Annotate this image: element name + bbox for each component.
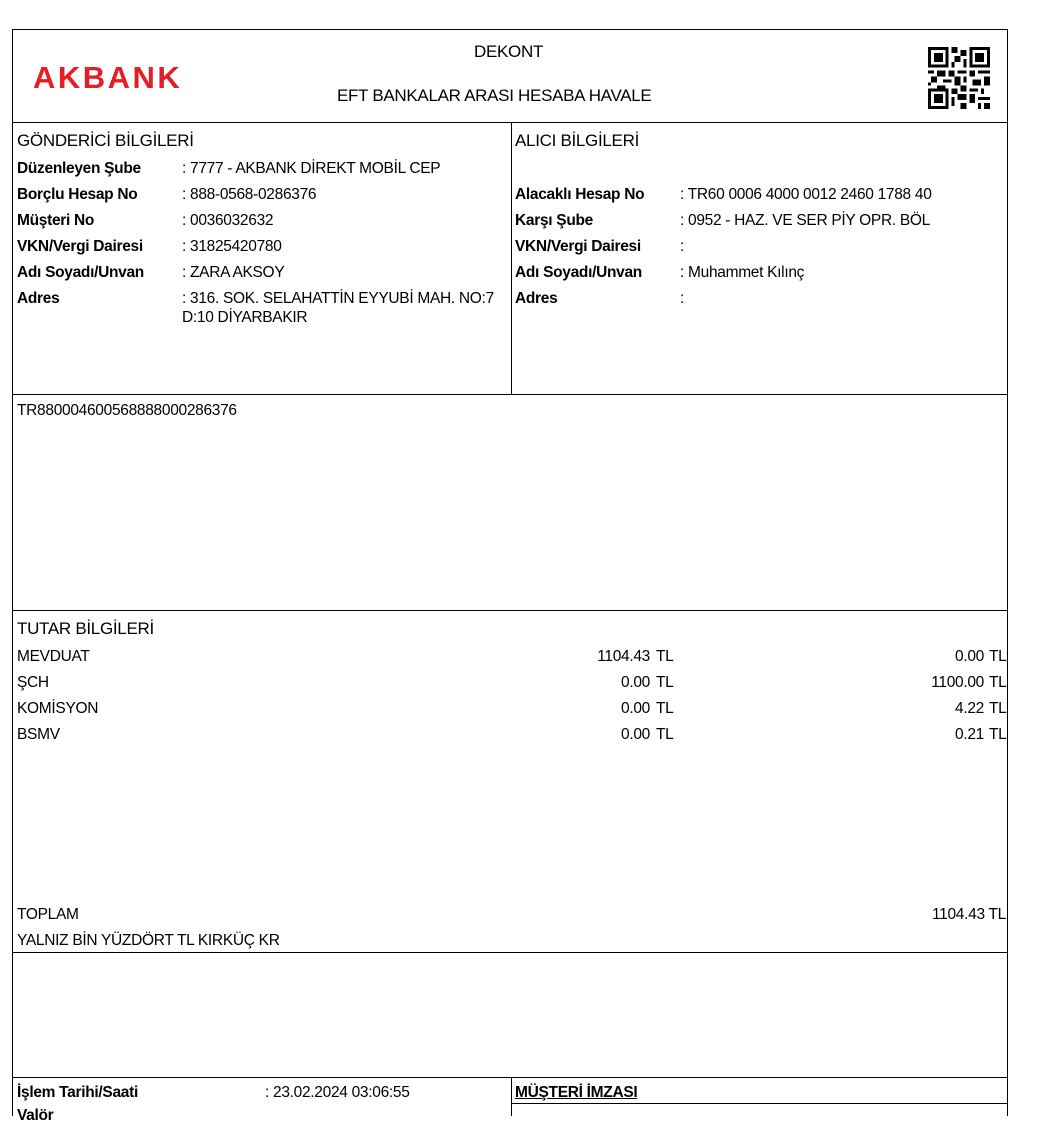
receiver-value-tax: : xyxy=(680,238,685,255)
amount-row-label: ŞCH xyxy=(17,674,49,691)
amount-col1-currency: TL xyxy=(656,648,674,665)
amount-in-words: YALNIZ BİN YÜZDÖRT TL KIRKÜÇ KR xyxy=(17,932,280,949)
amount-row-label: MEVDUAT xyxy=(17,648,90,665)
receiver-label-branch: Karşı Şube xyxy=(515,212,593,229)
amount-col1-currency: TL xyxy=(656,700,674,717)
amount-col2-value: 0.21 xyxy=(955,726,984,743)
amount-col2-value: 0.00 xyxy=(955,648,984,665)
document-title: DEKONT xyxy=(474,42,544,61)
receiver-value-account: : TR60 0006 4000 0012 2460 1788 40 xyxy=(680,186,932,203)
receiver-section-title: ALICI BİLGİLERİ xyxy=(515,131,639,150)
amount-col2-value: 4.22 xyxy=(955,700,984,717)
akbank-logo: AKBANK xyxy=(33,60,183,95)
divider-header xyxy=(12,122,1008,123)
amount-col2-currency: TL xyxy=(989,674,1007,691)
document-subtitle: EFT BANKALAR ARASI HESABA HAVALE xyxy=(337,86,652,105)
divider-footer xyxy=(12,1077,1008,1078)
amount-col1-value: 0.00 xyxy=(621,674,650,691)
amount-col2-currency: TL xyxy=(989,726,1007,743)
sender-value-address: : 316. SOK. SELAHATTİN EYYUBİ MAH. NO:7 xyxy=(182,290,494,307)
divider-parties xyxy=(12,394,1008,395)
sender-value-name: : ZARA AKSOY xyxy=(182,264,285,281)
sender-label-account: Borçlu Hesap No xyxy=(17,186,138,203)
total-value: 1104.43 TL xyxy=(932,906,1006,923)
amount-col1-value: 0.00 xyxy=(621,700,650,717)
sender-label-address: Adres xyxy=(17,290,60,307)
sender-value-account: : 888-0568-0286376 xyxy=(182,186,317,203)
signature-title: MÜŞTERİ İMZASI xyxy=(515,1084,638,1101)
sender-value-branch: : 7777 - AKBANK DİREKT MOBİL CEP xyxy=(182,160,441,177)
transaction-date-value: : 23.02.2024 03:06:55 xyxy=(265,1084,410,1101)
transaction-date-label: İşlem Tarihi/Saati xyxy=(17,1084,138,1101)
receiver-value-name: : Muhammet Kılınç xyxy=(680,264,805,281)
sender-section-title: GÖNDERİCİ BİLGİLERİ xyxy=(17,131,194,150)
sender-value-address-line2: D:10 DİYARBAKIR xyxy=(182,309,308,326)
amount-row-label: KOMİSYON xyxy=(17,700,99,717)
description-iban: TR880004600568888000286376 xyxy=(17,402,237,419)
divider-date-signature xyxy=(511,1077,512,1116)
receiver-label-tax: VKN/Vergi Dairesi xyxy=(515,238,641,255)
divider-description xyxy=(12,610,1008,611)
sender-value-customer-no: : 0036032632 xyxy=(182,212,274,229)
amount-col2-currency: TL xyxy=(989,700,1007,717)
amount-col1-value: 0.00 xyxy=(621,726,650,743)
receiver-label-account: Alacaklı Hesap No xyxy=(515,186,645,203)
amount-col1-currency: TL xyxy=(656,674,674,691)
amount-col1-value: 1104.43 xyxy=(597,648,650,665)
amount-col1-currency: TL xyxy=(656,726,674,743)
amounts-section-title: TUTAR BİLGİLERİ xyxy=(17,619,154,638)
total-label: TOPLAM xyxy=(17,906,79,923)
sender-label-name: Adı Soyadı/Unvan xyxy=(17,264,144,281)
qr-code-icon xyxy=(928,47,990,109)
sender-label-branch: Düzenleyen Şube xyxy=(17,160,141,177)
divider-signature xyxy=(511,1103,1008,1104)
divider-sender-receiver xyxy=(511,122,512,394)
amount-col2-currency: TL xyxy=(989,648,1007,665)
receiver-label-address: Adres xyxy=(515,290,558,307)
receiver-value-branch: : 0952 - HAZ. VE SER PİY OPR. BÖL xyxy=(680,212,930,229)
amount-col2-value: 1100.00 xyxy=(931,674,984,691)
sender-label-customer-no: Müşteri No xyxy=(17,212,95,229)
divider-amounts xyxy=(12,952,1008,953)
sender-label-tax: VKN/Vergi Dairesi xyxy=(17,238,143,255)
value-date-label: Valör xyxy=(17,1107,54,1124)
amount-row-label: BSMV xyxy=(17,726,60,743)
receiver-label-name: Adı Soyadı/Unvan xyxy=(515,264,642,281)
sender-value-tax: : 31825420780 xyxy=(182,238,282,255)
receiver-value-address: : xyxy=(680,290,685,307)
